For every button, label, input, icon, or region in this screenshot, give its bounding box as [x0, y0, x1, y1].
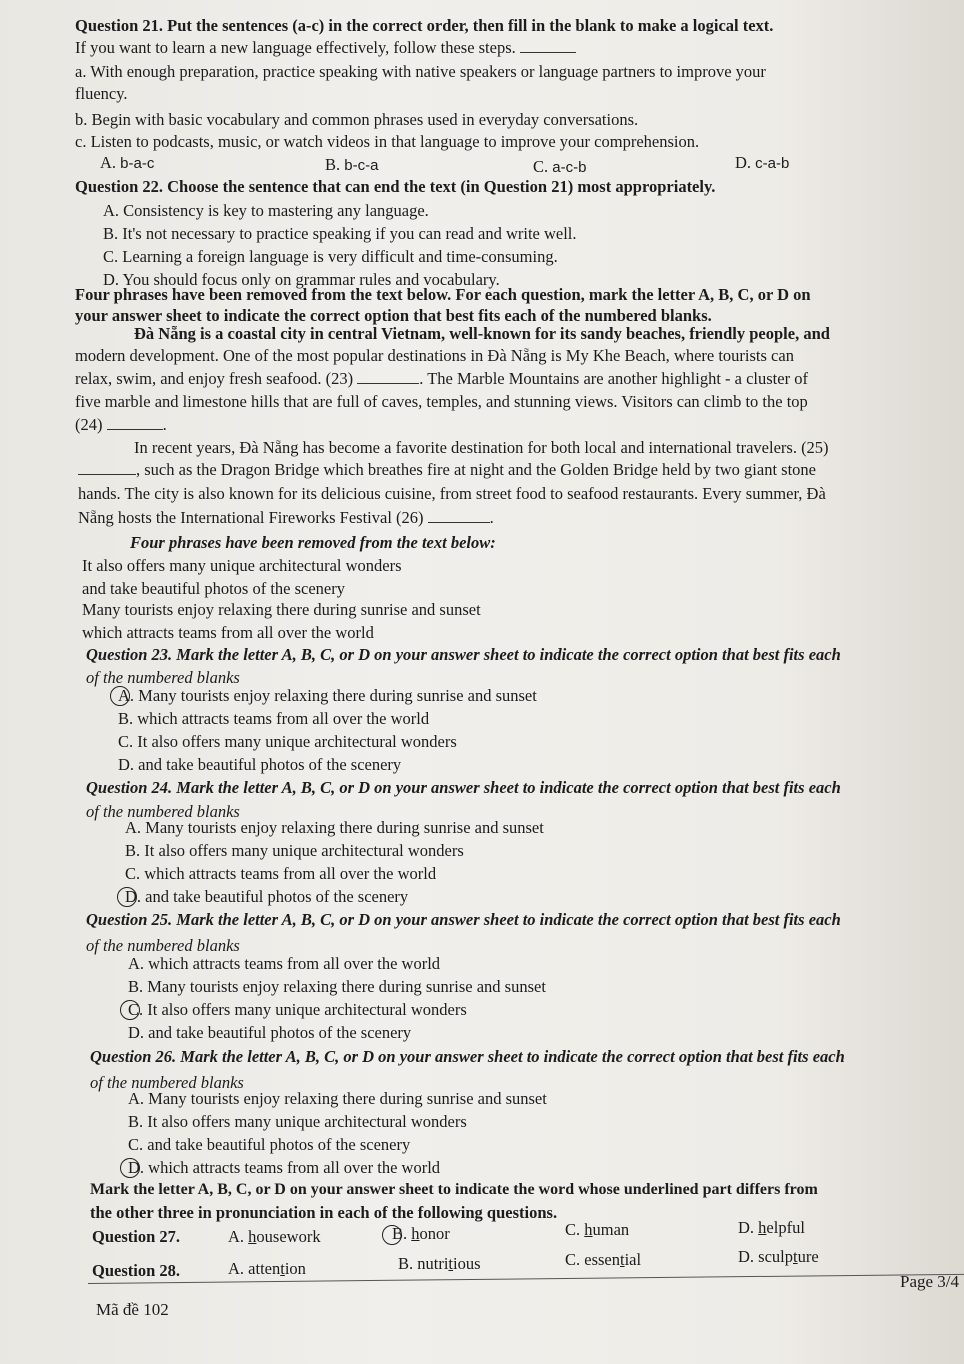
- cloze-instruction-line1: Four phrases have been removed from the text below. For each question, mark the letter A, B, C, or D on: [75, 285, 811, 304]
- passage-line-3: relax, swim, and enjoy fresh seafood. (23) . The Marble Mountains are another highlight - a cluster of: [75, 369, 808, 388]
- removed-phrase-4: which attracts teams from all over the world: [82, 623, 374, 642]
- q21-blank: [520, 38, 576, 53]
- q24-title: Question 24. Mark the letter A, B, C, or D on your answer sheet to indicate the correct option that best fits each: [86, 778, 841, 797]
- q22-option-b[interactable]: B. It's not necessary to practice speaking if you can read and write well.: [103, 224, 577, 243]
- q24-option-a[interactable]: A. Many tourists enjoy relaxing there during sunrise and sunset: [125, 818, 544, 837]
- q27-option-a[interactable]: A. housework: [228, 1227, 321, 1246]
- q26-subtitle: of the numbered blanks: [90, 1073, 244, 1092]
- q21-sentence-a2: fluency.: [75, 84, 128, 103]
- selected-answer-circle-icon: [120, 1000, 140, 1020]
- q21-option-c[interactable]: C. a-c-b: [533, 157, 587, 176]
- q26-title: Question 26. Mark the letter A, B, C, or D on your answer sheet to indicate the correct option that best fits each: [90, 1047, 845, 1066]
- removed-phrases-title: Four phrases have been removed from the text below:: [130, 533, 496, 552]
- q23-option-a[interactable]: A. Many tourists enjoy relaxing there during sunrise and sunset: [118, 686, 537, 706]
- q25-option-a[interactable]: A. which attracts teams from all over the world: [128, 954, 441, 973]
- q24-option-d[interactable]: D. and take beautiful photos of the scenery: [125, 887, 408, 907]
- selected-answer-circle-icon: [117, 887, 137, 907]
- q22-option-c[interactable]: C. Learning a foreign language is very difficult and time-consuming.: [103, 247, 558, 266]
- q22-option-a[interactable]: A. Consistency is key to mastering any language.: [103, 201, 429, 220]
- q23-option-c[interactable]: C. It also offers many unique architectural wonders: [118, 732, 457, 751]
- removed-phrase-2: and take beautiful photos of the scenery: [82, 579, 345, 598]
- q28-option-a[interactable]: A. attention: [228, 1259, 306, 1278]
- passage-line-9: Nẵng hosts the International Fireworks Festival (26) .: [78, 508, 494, 527]
- selected-answer-circle-icon: [110, 686, 130, 706]
- q28-label: Question 28.: [92, 1261, 181, 1280]
- cloze-instruction-line2: your answer sheet to indicate the correct option that best fits each of the numbered blanks.: [75, 306, 712, 325]
- q21-sentence-b: b. Begin with basic vocabulary and common phrases used in everyday conversations.: [75, 110, 639, 129]
- q21-sentence-c: c. Listen to podcasts, music, or watch videos in that language to improve your comprehension.: [75, 132, 700, 151]
- q25-title: Question 25. Mark the letter A, B, C, or D on your answer sheet to indicate the correct option that best fits each: [86, 910, 841, 929]
- q21-sentence-a1: a. With enough preparation, practice speaking with native speakers or language partners to improve your: [75, 62, 766, 81]
- page-number: Page 3/4: [900, 1272, 960, 1291]
- pronunciation-instruction-line2: the other three in pronunciation in each of the following questions.: [90, 1203, 558, 1222]
- footer-divider: [88, 1274, 964, 1284]
- removed-phrase-3: Many tourists enjoy relaxing there during sunrise and sunset: [82, 600, 481, 619]
- q28-option-d[interactable]: D. sculpture: [738, 1247, 819, 1266]
- passage-line-8: hands. The city is also known for its delicious cuisine, from street food to seafood restaurants. Every summer, Đà: [78, 484, 826, 503]
- passage-line-2: modern development. One of the most popular destinations in Đà Nẵng is My Khe Beach, where tourists can: [75, 346, 794, 365]
- pronunciation-instruction-line1: Mark the letter A, B, C, or D on your answer sheet to indicate the word whose underlined part differs from: [90, 1181, 818, 1198]
- passage-line-4: five marble and limestone hills that are full of caves, temples, and stunning views. Visitors can climb to the top: [75, 392, 808, 411]
- q24-option-b[interactable]: B. It also offers many unique architectural wonders: [125, 841, 464, 860]
- removed-phrase-1: It also offers many unique architectural wonders: [82, 556, 402, 575]
- selected-answer-circle-icon: [382, 1225, 402, 1245]
- q23-option-b[interactable]: B. which attracts teams from all over the world: [118, 709, 430, 728]
- q27-label: Question 27.: [92, 1227, 181, 1246]
- q21-option-b[interactable]: B. b-c-a: [325, 155, 379, 174]
- q21-title: Question 21. Put the sentences (a-c) in the correct order, then fill in the blank to make a logical text.: [75, 16, 774, 35]
- q25-subtitle: of the numbered blanks: [86, 936, 240, 955]
- q22-option-d[interactable]: D. You should focus only on grammar rules and vocabulary.: [103, 270, 500, 289]
- exam-code: Mã đề 102: [96, 1300, 169, 1319]
- selected-answer-circle-icon: [120, 1158, 140, 1178]
- q28-option-b[interactable]: B. nutritious: [398, 1254, 481, 1273]
- q25-option-d[interactable]: D. and take beautiful photos of the scenery: [128, 1023, 412, 1042]
- q23-option-d[interactable]: D. and take beautiful photos of the scenery: [118, 755, 402, 774]
- q27-option-c[interactable]: C. human: [565, 1220, 630, 1239]
- passage-line-1: Đà Nẵng is a coastal city in central Vietnam, well-known for its sandy beaches, friendly people, and: [134, 324, 830, 343]
- q23-title: Question 23. Mark the letter A, B, C, or D on your answer sheet to indicate the correct option that best fits each: [86, 645, 841, 664]
- q24-option-c[interactable]: C. which attracts teams from all over the world: [125, 864, 437, 883]
- q24-subtitle: of the numbered blanks: [86, 802, 240, 821]
- passage-line-5: (24) .: [75, 415, 167, 434]
- q26-option-c[interactable]: C. and take beautiful photos of the scenery: [128, 1135, 411, 1154]
- q26-option-d[interactable]: D. which attracts teams from all over the world: [128, 1158, 440, 1178]
- q26-option-b[interactable]: B. It also offers many unique architectural wonders: [128, 1112, 467, 1131]
- passage-line-7: , such as the Dragon Bridge which breathes fire at night and the Golden Bridge held by two giant stone: [78, 460, 816, 480]
- passage-line-6: In recent years, Đà Nẵng has become a favorite destination for both local and international travelers. (25): [134, 438, 829, 457]
- q27-option-b[interactable]: B. honor: [392, 1224, 450, 1244]
- q25-option-c[interactable]: C. It also offers many unique architectural wonders: [128, 1000, 467, 1020]
- q26-option-a[interactable]: A. Many tourists enjoy relaxing there during sunrise and sunset: [128, 1089, 547, 1108]
- q21-option-a[interactable]: A. b-a-c: [100, 153, 155, 172]
- q23-subtitle: of the numbered blanks: [86, 668, 240, 687]
- q22-title: Question 22. Choose the sentence that can end the text (in Question 21) most appropriately.: [75, 177, 716, 196]
- q21-intro: If you want to learn a new language effectively, follow these steps.: [75, 38, 576, 58]
- q27-option-d[interactable]: D. helpful: [738, 1218, 805, 1237]
- q28-option-c[interactable]: C. essential: [565, 1250, 642, 1269]
- q25-option-b[interactable]: B. Many tourists enjoy relaxing there during sunrise and sunset: [128, 977, 546, 996]
- q21-option-d[interactable]: D. c-a-b: [735, 153, 790, 172]
